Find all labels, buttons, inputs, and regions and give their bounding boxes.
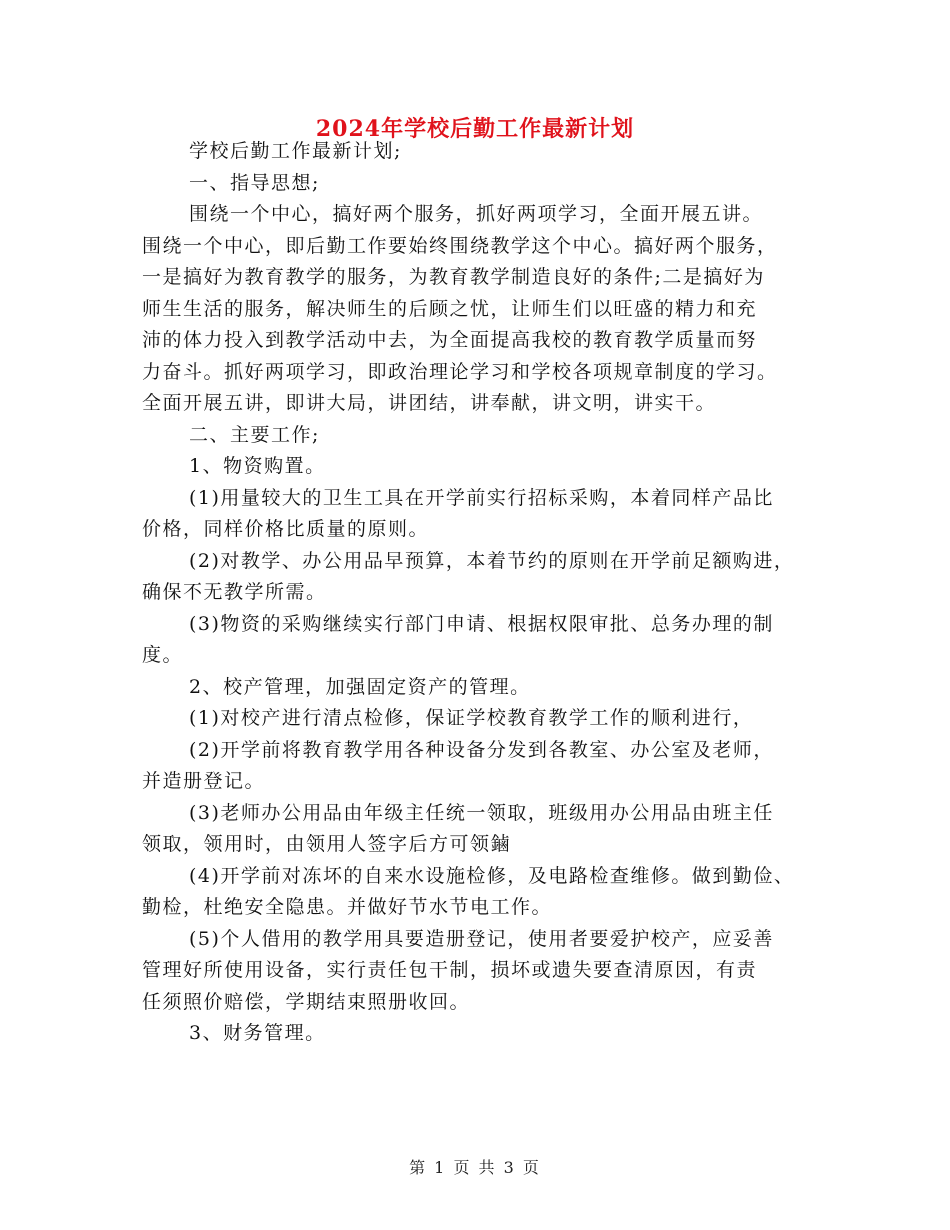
text-line: (1)对校产进行清点检修，保证学校教育教学工作的顺利进行， [189, 707, 754, 729]
text-line: (4)开学前对冻坏的自来水设施检修，及电路检查维修。做到勤俭、 [189, 864, 795, 887]
text-line: 学校后勤工作最新计划; [189, 140, 402, 162]
text-line: 力奋斗。抓好两项学习，即政治理论学习和学校各项规章制度的学习。 [142, 360, 778, 383]
text-line: 勤检，杜绝安全隐患。并做好节水节电工作。 [142, 896, 553, 918]
text-line: 1、物资购置。 [189, 455, 326, 477]
text-line: 并造册登记。 [142, 770, 266, 792]
text-line: (5)个人借用的教学用具要造册登记，使用者要爱护校产，应妥善 [189, 927, 774, 950]
text-line: 一、指导思想; [189, 171, 320, 194]
text-line: 任须照价赔偿，学期结束照册收回。 [142, 990, 471, 1013]
text-line: 度。 [142, 644, 184, 666]
page-footer: 第 1 页 共 3 页 [409, 1158, 541, 1177]
text-line: 价格，同样价格比质量的原则。 [142, 518, 430, 540]
document-title: 2024年学校后勤工作最新计划 [315, 116, 635, 142]
text-line: 2、校产管理，加强固定资产的管理。 [189, 675, 531, 698]
text-line: 确保不无教学所需。 [142, 581, 327, 603]
document-body [142, 136, 832, 1050]
text-line: 沛的体力投入到教学活动中去，为全面提高我校的教育教学质量而努 [142, 329, 758, 351]
text-line: (2)对教学、办公用品早预算，本着节约的原则在开学前足额购进， [189, 549, 795, 572]
text-line: (2)开学前将教育教学用各种设备分发到各教室、办公室及老师， [189, 738, 774, 761]
text-line: 一是搞好为教育教学的服务，为教育教学制造良好的条件;二是搞好为 [142, 266, 765, 288]
text-line: 二、主要工作; [189, 423, 320, 446]
text-line: (3)老师办公用品由年级主任统一领取，班级用办公用品由班主任 [189, 801, 774, 824]
text-line: 全面开展五讲，即讲大局，讲团结，讲奉献，讲文明，讲实干。 [142, 392, 717, 414]
text-line: 领取，领用时，由领用人签字后方可领鏀 [142, 833, 512, 855]
text-line: (1)用量较大的卫生工具在开学前实行招标采购，本着同样产品比 [189, 486, 774, 509]
text-line: (3)物资的采购继续实行部门申请、根据权限审批、总务办理的制 [189, 612, 774, 635]
text-line: 围绕一个中心，搞好两个服务，抓好两项学习，全面开展五讲。 [189, 203, 764, 225]
text-line: 管理好所使用设备，实行责任包干制，损坏或遗失要查清原因，有责 [142, 959, 758, 981]
text-line: 3、财务管理。 [189, 1022, 326, 1044]
text-line: 师生生活的服务，解决师生的后顾之忧，让师生们以旺盛的精力和充 [142, 297, 758, 320]
text-line: 围绕一个中心，即后勤工作要始终围绕教学这个中心。搞好两个服务， [142, 234, 778, 257]
